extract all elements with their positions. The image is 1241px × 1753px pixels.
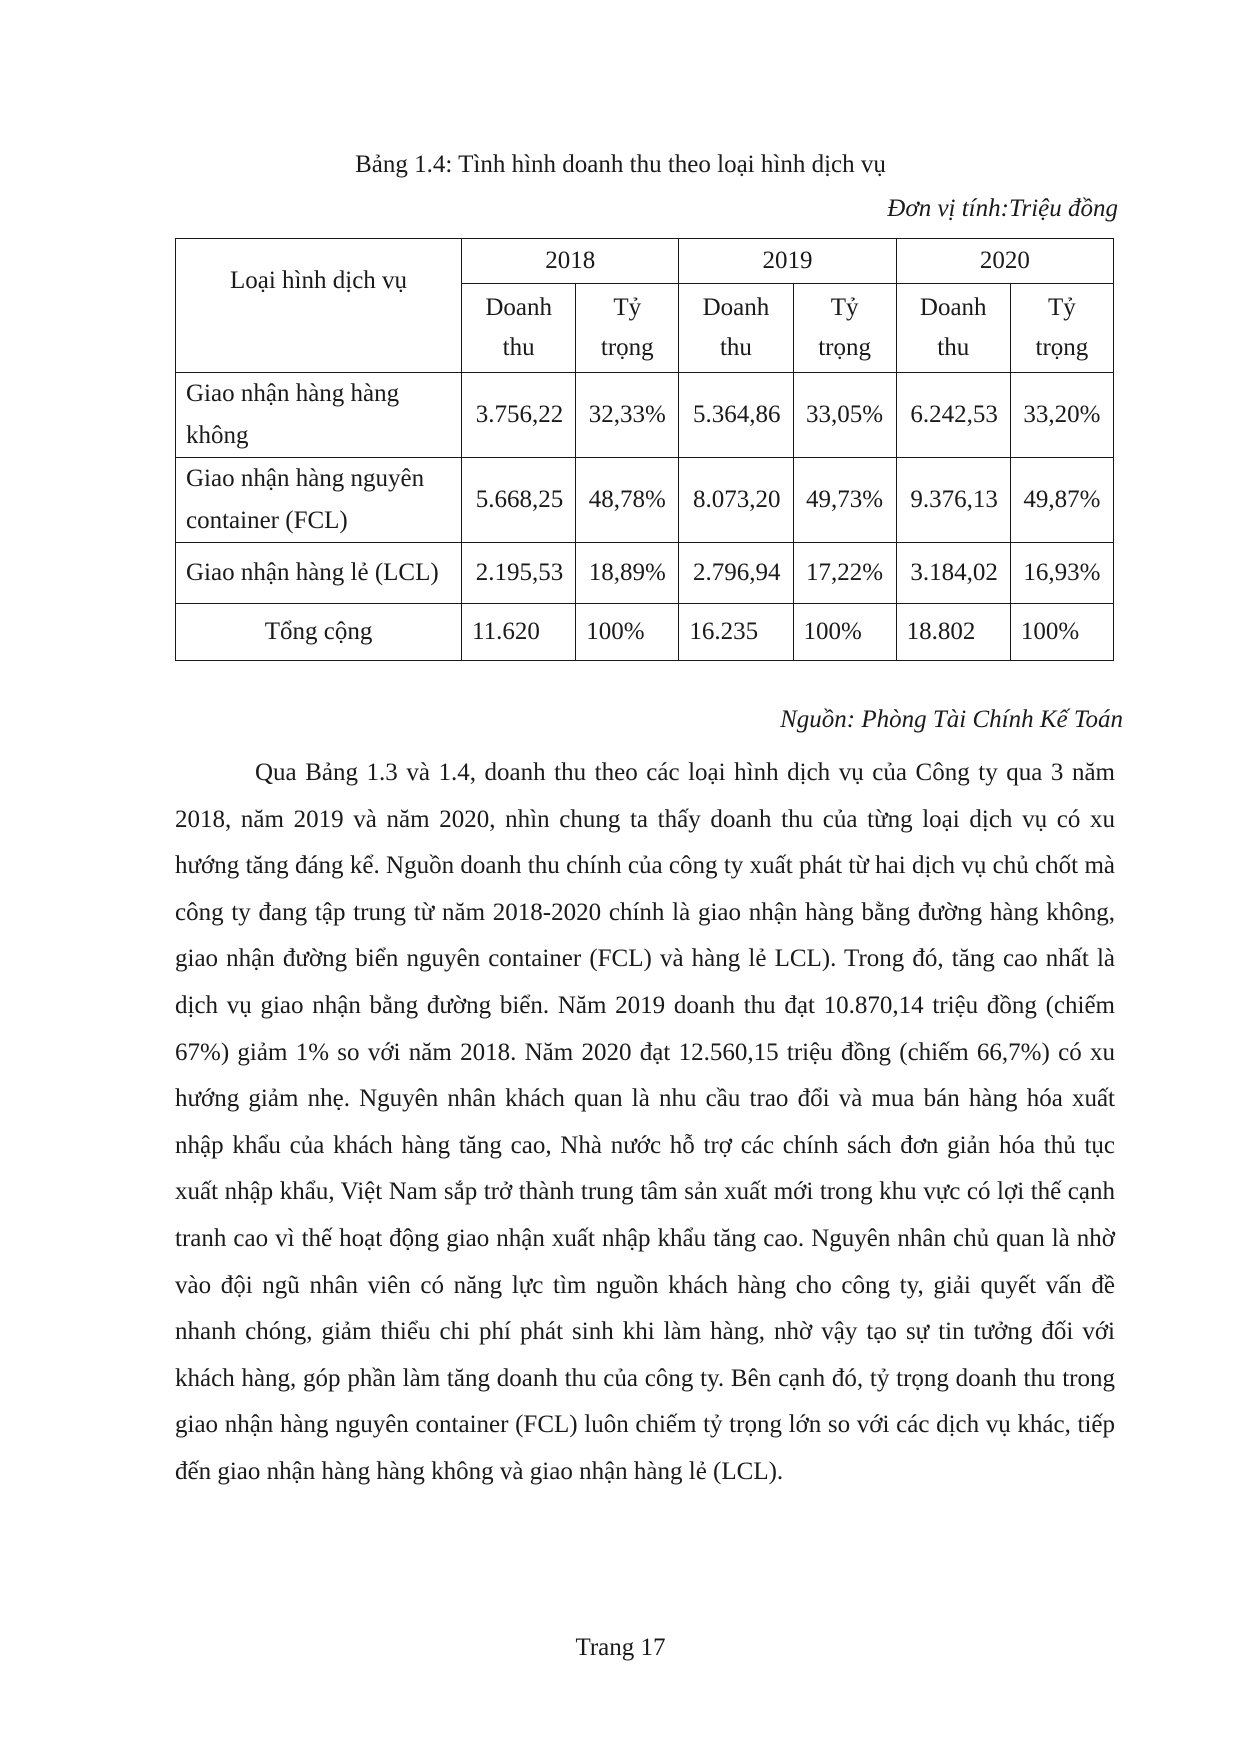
cell-revenue-2019: 16.235 — [679, 604, 793, 661]
cell-revenue-2018: 3.756,22 — [462, 373, 576, 458]
header-year-2018: 2018 — [462, 239, 679, 284]
source-note: Nguồn: Phòng Tài Chính Kế Toán — [780, 706, 1123, 733]
subheader-revenue: Doanh thu — [462, 284, 576, 373]
page-number: Trang 17 — [575, 1634, 666, 1661]
cell-revenue-2019: 2.796,94 — [679, 543, 793, 604]
cell-revenue-2020: 9.376,13 — [896, 458, 1010, 543]
cell-share-2019: 17,22% — [793, 543, 896, 604]
header-service: Loại hình dịch vụ — [176, 239, 462, 373]
cell-share-2019: 49,73% — [793, 458, 896, 543]
cell-share-2018: 100% — [576, 604, 679, 661]
table-row — [176, 543, 1114, 604]
table-row — [176, 458, 1114, 543]
total-label: Tổng cộng — [176, 604, 462, 661]
cell-revenue-2020: 6.242,53 — [896, 373, 1010, 458]
cell-revenue-2019: 8.073,20 — [679, 458, 793, 543]
body-paragraph: Qua Bảng 1.3 và 1.4, doanh thu theo các loại hình dịch vụ của Công ty qua 3 năm 2018, năm 2019 và năm 2020, nhìn chung ta thấy doanh thu của từng loại dịch vụ có xu hướng tăng đáng kể. Nguồn doanh thu chính của công ty xuất phát từ hai dịch vụ chủ chốt mà công ty đang tập trung từ năm 2018-2020 chính là giao nhận hàng bằng đường hàng không, giao nhận đường biển nguyên container (FCL) và hàng lẻ LCL). Trong đó, tăng cao nhất là dịch vụ giao nhận bằng đường biển. Năm 2019 doanh thu đạt 10.870,14 triệu đồng (chiếm 67%) giảm 1% so với năm 2018. Năm 2020 đạt 12.560,15 triệu đồng (chiếm 66,7%) có xu hướng giảm nhẹ. Nguyên nhân khách quan là nhu cầu trao đổi và mua bán hàng hóa xuất nhập khẩu của khách hàng tăng cao, Nhà nước hỗ trợ các chính sách đơn giản hóa thủ tục xuất nhập khẩu, Việt Nam sắp trở thành trung tâm sản xuất mới trong khu vực có lợi thế cạnh tranh cao vì thế hoạt động giao nhận xuất nhập khẩu tăng cao. Nguyên nhân chủ quan là nhờ vào đội ngũ nhân viên có năng lực tìm nguồn khách hàng cho công ty, giải quyết vấn đề nhanh chóng, giảm thiểu chi phí phát sinh khi làm hàng, nhờ vậy tạo sự tin tưởng đối với khách hàng, góp phần làm tăng doanh thu của công ty. Bên cạnh đó, tỷ trọng doanh thu trong giao nhận hàng nguyên container (FCL) luôn chiếm tỷ trọng lớn so với các dịch vụ khác, tiếp đến giao nhận hàng hàng không và giao nhận hàng lẻ (LCL). — [175, 759, 1115, 1485]
cell-share-2020: 16,93% — [1010, 543, 1113, 604]
cell-share-2020: 49,87% — [1010, 458, 1113, 543]
cell-revenue-2018: 2.195,53 — [462, 543, 576, 604]
row-name: Giao nhận hàng lẻ (LCL) — [176, 543, 462, 604]
cell-revenue-2018: 5.668,25 — [462, 458, 576, 543]
table-caption: Bảng 1.4: Tình hình doanh thu theo loại hình dịch vụ — [355, 151, 886, 178]
cell-share-2018: 48,78% — [576, 458, 679, 543]
subheader-revenue: Doanh thu — [896, 284, 1010, 373]
subheader-share: Tỷ trọng — [1010, 284, 1113, 373]
cell-share-2019: 33,05% — [793, 373, 896, 458]
cell-revenue-2020: 3.184,02 — [896, 543, 1010, 604]
table-header-row — [176, 239, 1114, 284]
cell-share-2019: 100% — [793, 604, 896, 661]
header-year-2019: 2019 — [679, 239, 896, 284]
cell-revenue-2019: 5.364,86 — [679, 373, 793, 458]
header-year-2020: 2020 — [896, 239, 1113, 284]
table-total-row — [176, 604, 1114, 661]
row-name: Giao nhận hàng nguyên container (FCL) — [176, 458, 462, 543]
revenue-table — [175, 238, 1114, 661]
table-row — [176, 373, 1114, 458]
subheader-share: Tỷ trọng — [576, 284, 679, 373]
cell-share-2020: 100% — [1010, 604, 1113, 661]
row-name: Giao nhận hàng hàng không — [176, 373, 462, 458]
cell-share-2018: 18,89% — [576, 543, 679, 604]
cell-revenue-2018: 11.620 — [462, 604, 576, 661]
cell-share-2020: 33,20% — [1010, 373, 1113, 458]
subheader-share: Tỷ trọng — [793, 284, 896, 373]
cell-share-2018: 32,33% — [576, 373, 679, 458]
subheader-revenue: Doanh thu — [679, 284, 793, 373]
cell-revenue-2020: 18.802 — [896, 604, 1010, 661]
unit-label: Đơn vị tính:Triệu đồng — [887, 195, 1118, 222]
